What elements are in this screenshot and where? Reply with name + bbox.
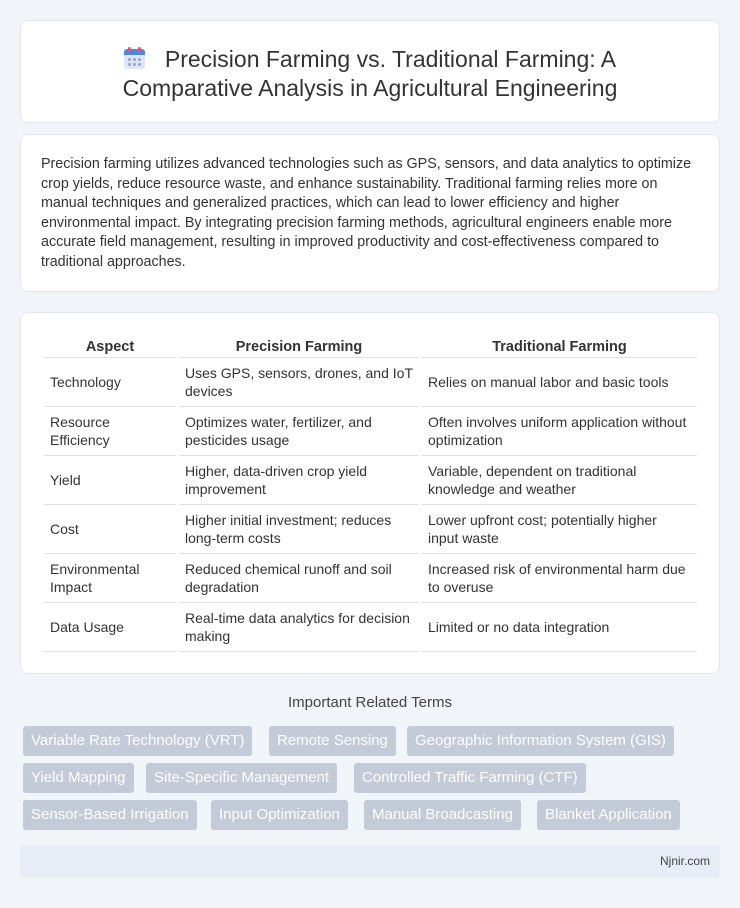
cell-traditional: Lower upfront cost; potentially higher input waste [422, 505, 697, 554]
cell-precision: Reduced chemical runoff and soil degradation [179, 554, 419, 603]
table-row [44, 358, 697, 407]
calendar-icon [124, 47, 145, 69]
tag-manual-broadcasting[interactable]: Manual Broadcasting [364, 800, 521, 830]
cell-traditional: Relies on manual labor and basic tools [422, 358, 697, 407]
table-row [44, 554, 697, 603]
cell-aspect: Data Usage [44, 603, 176, 652]
tag-blanket-application[interactable]: Blanket Application [537, 800, 680, 830]
tag-site-specific-management[interactable]: Site-Specific Management [146, 763, 337, 793]
table-row [44, 505, 697, 554]
tag-sensor-based-irrigation[interactable]: Sensor-Based Irrigation [23, 800, 197, 830]
cell-aspect: Yield [44, 456, 176, 505]
cell-aspect: Resource Efficiency [44, 407, 176, 456]
cell-precision: Optimizes water, fertilizer, and pesticides usage [179, 407, 419, 456]
cell-aspect: Environmental Impact [44, 554, 176, 603]
cell-aspect: Technology [44, 358, 176, 407]
page-title [21, 45, 719, 103]
tag-remote-sensing[interactable]: Remote Sensing [269, 726, 396, 756]
cell-aspect: Cost [44, 505, 176, 554]
header-traditional: Traditional Farming [422, 333, 697, 358]
tag-variable-rate-technology[interactable]: Variable Rate Technology (VRT) [23, 726, 252, 756]
tag-yield-mapping[interactable]: Yield Mapping [23, 763, 134, 793]
title-line-2: Comparative Analysis in Agricultural Engineering [122, 75, 618, 101]
header-precision: Precision Farming [179, 333, 419, 358]
title-line-1: Precision Farming vs. Traditional Farming: A [164, 46, 617, 72]
cell-traditional: Increased risk of environmental harm due to overuse [422, 554, 697, 603]
comparison-table [41, 333, 700, 652]
cell-precision: Uses GPS, sensors, drones, and IoT devices [179, 358, 419, 407]
footer [20, 845, 720, 878]
table-row [44, 407, 697, 456]
cell-traditional: Often involves uniform application without optimization [422, 407, 697, 456]
title-card [20, 20, 720, 123]
cell-precision: Real-time data analytics for decision making [179, 603, 419, 652]
cell-traditional: Limited or no data integration [422, 603, 697, 652]
tag-input-optimization[interactable]: Input Optimization [211, 800, 348, 830]
tag-controlled-traffic-farming[interactable]: Controlled Traffic Farming (CTF) [354, 763, 586, 793]
comparison-card [20, 312, 720, 674]
table-row [44, 603, 697, 652]
table-row [44, 456, 697, 505]
header-aspect: Aspect [44, 333, 176, 358]
table-header-row [44, 333, 697, 358]
cell-precision: Higher, data-driven crop yield improvement [179, 456, 419, 505]
intro-card [20, 134, 720, 292]
cell-precision: Higher initial investment; reduces long-term costs [179, 505, 419, 554]
related-terms-heading: Important Related Terms [288, 694, 452, 711]
intro-paragraph: Precision farming utilizes advanced technologies such as GPS, sensors, and data analytics to optimize crop yields, reduce resource waste, and enhance sustainability. Traditional farming relies more on manual techniques and generalized practices, which can lead to lower efficiency and higher environmental impact. By integrating precision farming methods, agricultural engineers enable more accurate field management, resulting in improved productivity and cost-effectiveness compared to traditional approaches. [41, 156, 692, 270]
footer-brand: Njnir.com [659, 854, 710, 868]
cell-traditional: Variable, dependent on traditional knowledge and weather [422, 456, 697, 505]
tag-gis[interactable]: Geographic Information System (GIS) [407, 726, 674, 756]
